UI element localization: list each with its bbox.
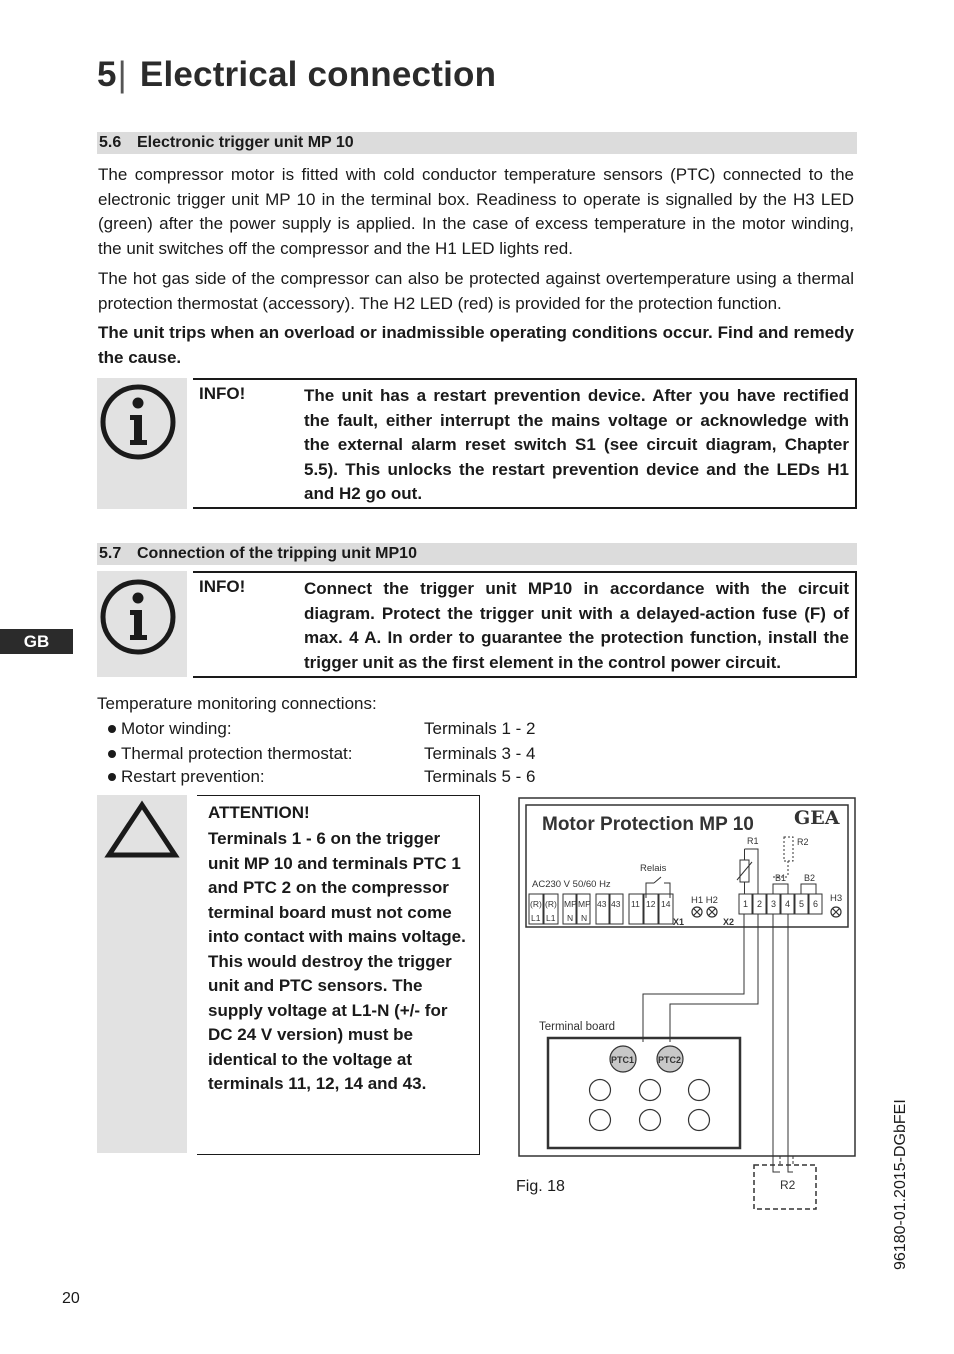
- section-heading-5-6: [97, 132, 857, 154]
- x1-label: X1: [673, 917, 685, 927]
- terminal-label: 14: [661, 899, 671, 909]
- wire-terminal-2: [670, 914, 758, 1042]
- led-h2-icon: [707, 907, 717, 917]
- document-code: [892, 1085, 914, 1270]
- terminal-label: 4: [785, 899, 791, 909]
- ptc1-label: PTC1: [611, 1055, 635, 1065]
- r1-ptc-slash: [737, 862, 752, 880]
- bullet-icon: [108, 773, 116, 781]
- terminal-label: MP: [564, 899, 577, 909]
- gea-logo: GEA: [794, 807, 840, 829]
- mp10-title: Motor Protection MP 10: [542, 814, 754, 835]
- bullet-icon: [108, 750, 116, 758]
- r1-wiring: [745, 849, 759, 894]
- terminal-sub-label: N: [581, 913, 588, 923]
- wire-terminal-1: [643, 914, 744, 1042]
- list-item: [108, 742, 536, 766]
- bullet-icon: [108, 725, 116, 733]
- chapter-number: 5: [97, 55, 117, 94]
- language-tab: GB: [0, 629, 73, 654]
- figure-caption: Fig. 18: [516, 1178, 565, 1195]
- r2-external-label: R2: [780, 1178, 796, 1192]
- terminal-sub-label: L1: [531, 913, 541, 923]
- info-text: Connect the trigger unit MP10 in accordance with the circuit diagram. Protect the trigger unit with a delayed-action fuse (F) of max. 4 A. In order to guarantee the protection function, install the trigger unit as the first element in the control power circuit.: [304, 579, 849, 672]
- terminal-board-label: Terminal board: [539, 1021, 616, 1033]
- chapter-title-text: Electrical connection: [139, 55, 497, 94]
- list-item: [108, 765, 536, 789]
- connection-label: Thermal protection thermostat:: [121, 744, 353, 763]
- warning-triangle-icon: [97, 795, 187, 875]
- paragraph-thermal-protection: The hot gas side of the compressor can also be protected against overtemperature using a thermal protection thermostat (accessory). The H2 LED (red) is provided for the protection function.: [98, 269, 854, 313]
- wire-terminal-4: [788, 914, 793, 1172]
- diagram-frame: [519, 798, 855, 1156]
- terminal-label: 6: [813, 899, 819, 909]
- info-box-connection: [193, 571, 857, 678]
- terminal-label: 1: [743, 899, 749, 909]
- chapter-separator: |: [117, 55, 127, 94]
- r2-label: R2: [797, 837, 809, 847]
- led-h3-icon: [831, 907, 841, 917]
- b2-bridge: [801, 884, 816, 894]
- section-title: Electronic trigger unit MP 10: [137, 134, 354, 151]
- document-code-text: 96180-01.2015-DGbFEI: [892, 1099, 909, 1270]
- r2-external-leads: [780, 1156, 793, 1165]
- info-label: INFO!: [199, 577, 246, 596]
- led-h1-icon: [692, 907, 702, 917]
- terminal-sub-label: L1: [546, 913, 556, 923]
- section-number: 5.7: [99, 545, 122, 562]
- section-number: 5.6: [99, 134, 122, 151]
- terminal-label: 5: [799, 899, 805, 909]
- connection-terminals: Terminals 3 - 4: [424, 744, 536, 763]
- terminal-label: (R): [530, 899, 542, 909]
- r1-label: R1: [747, 836, 759, 846]
- attention-text: Terminals 1 - 6 on the trigger unit MP 10 and terminals PTC 1 and PTC 2 on the compressor terminal board must not come into contact with mains voltage. This would destroy the trigger unit and PTC sensors. The supply voltage at L1-N (+/- for DC 24 V version) must be identical to the voltage at terminals 11, 12, 14 and 43.: [208, 829, 466, 1093]
- info-label: INFO!: [199, 384, 246, 403]
- terminal-label: MP: [578, 899, 591, 909]
- terminal-label: 11: [631, 899, 640, 909]
- terminal-label: 3: [771, 899, 777, 909]
- relais-label: Relais: [640, 863, 667, 874]
- terminal-label: 43: [597, 899, 607, 909]
- connection-terminals: Terminals 5 - 6: [424, 767, 536, 786]
- h1h2-label: H1 H2: [691, 895, 718, 906]
- terminal-board-studs: [590, 1080, 710, 1131]
- terminal-label: 2: [757, 899, 763, 909]
- info-icon: [97, 571, 187, 677]
- connection-label: Motor winding:: [121, 719, 232, 738]
- info-box-restart-prevention: [193, 378, 857, 509]
- connection-label: Restart prevention:: [121, 767, 265, 786]
- info-icon-panel: [97, 571, 187, 677]
- attention-box: [197, 795, 480, 1155]
- paragraph-ptc-sensors: The compressor motor is fitted with cold conductor temperature sensors (PTC) connected to the electronic trigger unit MP 10 in the terminal box. Readiness to operate is signalled by the H3 LED (green) after the power supply is applied. In the case of excess temperature in the motor winding, the unit switches off the compressor and the H1 LED lights red.: [98, 165, 854, 258]
- b2-label: B2: [804, 873, 816, 883]
- terminal-label: (R): [545, 899, 557, 909]
- warning-icon-panel: [97, 795, 187, 1153]
- chapter-title: [97, 55, 496, 95]
- supply-label: AC230 V 50/60 Hz: [532, 879, 611, 890]
- list-item: [108, 717, 536, 741]
- section-title: Connection of the tripping unit MP10: [137, 545, 417, 562]
- ptc2-label: PTC2: [658, 1055, 682, 1065]
- left-terminal-labels: [530, 899, 671, 923]
- temperature-monitoring-intro: Temperature monitoring connections:: [97, 694, 377, 713]
- b1-label: B1: [775, 873, 787, 883]
- wire-terminal-3: [773, 914, 780, 1172]
- terminal-label: 12: [646, 899, 656, 909]
- right-terminal-strip: [739, 894, 822, 914]
- connection-terminals: Terminals 1 - 2: [424, 719, 536, 738]
- x2-label: X2: [723, 917, 735, 927]
- terminal-label: 43: [611, 899, 621, 909]
- page-number: 20: [62, 1290, 80, 1307]
- info-icon-panel: [97, 378, 187, 509]
- attention-title: ATTENTION!: [208, 803, 310, 822]
- info-icon: [97, 378, 187, 509]
- paragraph-trip-warning: The unit trips when an overload or inadmissible operating conditions occur. Find and remedy the cause.: [98, 323, 854, 367]
- terminal-sub-label: N: [567, 913, 574, 923]
- info-text: The unit has a restart prevention device. After you have rectified the fault, either interrupt the mains voltage or acknowledge with the external alarm reset switch S1 (see circuit diagram, Chapter 5.5). This unlocks the restart prevention device and the LEDs H1 and H2 go out.: [304, 386, 849, 503]
- terminal-board-outline: [548, 1038, 740, 1148]
- b1-bridge: [773, 884, 788, 894]
- section-heading-5-7: [97, 543, 857, 565]
- h3-label: H3: [830, 893, 843, 904]
- wiring-diagram-svg: [518, 797, 856, 1217]
- r2-resistor-dashed: [784, 837, 793, 861]
